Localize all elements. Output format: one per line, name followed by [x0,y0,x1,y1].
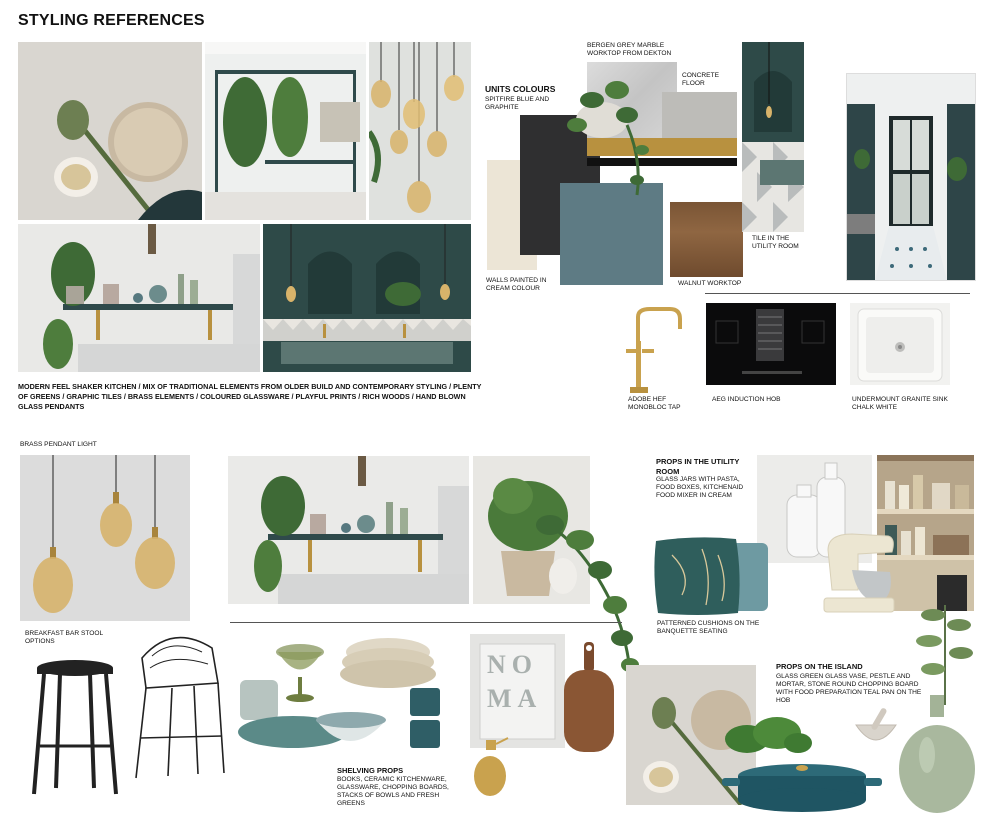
sink-label: UNDERMOUNT GRANITE SINK CHALK WHITE [852,396,948,411]
photo-brass-tap [620,303,692,395]
swatch-teal-tile [742,42,804,232]
photo-brass-mister [468,736,510,800]
photo-teal-pan [722,758,882,820]
design-description: MODERN FEEL SHAKER KITCHEN / MIX OF TRADITIONAL ELEMENTS FROM OLDER BUILD AND CONTEMPORARY STYLING / PLENTY OF GREENS / GRAPHIC TILES / BRASS ELEMENTS / COLOURED GLASSWARE / PLAYFUL PRINTS / RICH WOODS / HAND BLOWN GLASS PENDANTS [18,382,482,411]
photo-hanging-plant-rack [205,42,366,220]
hob-label: AEG INDUCTION HOB [712,396,781,403]
photo-chopping-board [560,642,618,754]
units-colours-sub: SPITFIRE BLUE AND GRAPHITE [485,96,550,111]
photo-granite-sink [850,303,950,385]
photo-kitchen-corridor [846,73,976,281]
pendant-label: BRASS PENDANT LIGHT [20,441,97,448]
walls-label: WALLS PAINTED IN CREAM COLOUR [486,277,547,292]
shelving-props-sub: BOOKS, CERAMIC KITCHENWARE, GLASSWARE, CHOPPING BOARDS, STACKS OF BOWLS AND FRESH GREENS [337,776,449,807]
marble-label: BERGEN GREY MARBLE WORKTOP FROM DEKTON [587,42,672,57]
book-letters-bottom: MA [487,684,543,713]
utility-props-sub: GLASS JARS WITH PASTA, FOOD BOXES, KITCHENAID FOOD MIXER IN CREAM [656,476,744,499]
photo-green-glass-vase [897,695,977,815]
tile-label: TILE IN THE UTILITY ROOM [752,235,799,250]
photo-kitchenaid-mixer [818,530,900,615]
swatch-walnut [670,202,743,277]
photo-pestle-mortar [852,705,900,755]
utility-props-title: PROPS IN THE UTILITY ROOM [656,457,740,476]
photo-shelf-lower [228,456,469,604]
concrete-label: CONCRETE FLOOR [682,72,719,87]
photo-teal-cushions [652,535,772,617]
photo-glass-pendants [369,42,471,220]
photo-wire-stool [132,628,226,780]
photo-teal-arch-sink [263,224,471,372]
shelving-props-title: SHELVING PROPS [337,766,404,775]
stool-label: BREAKFAST BAR STOOL OPTIONS [25,630,103,645]
divider-fixtures [705,293,970,294]
photo-stone-board-artichoke [18,42,202,220]
page-title: STYLING REFERENCES [18,12,205,29]
photo-induction-hob [706,303,836,385]
island-props-sub: GLASS GREEN GLASS VASE, PESTLE AND MORTAR, STONE ROUND CHOPPING BOARD WITH FOOD PREPARATION TEAL PAN ON THE HOB [776,673,922,704]
units-colours-title: UNITS COLOURS [485,84,556,94]
photo-black-wood-stool [30,656,120,798]
island-props-title: PROPS ON THE ISLAND [776,662,863,671]
photo-brass-pendants [20,455,190,621]
swatch-pothos-plant [562,70,657,200]
photo-spinach [722,715,814,759]
walnut-label: WALNUT WORKTOP [678,280,742,287]
cushions-label: PATTERNED CUSHIONS ON THE BANQUETTE SEATING [657,620,760,635]
tap-label: ADOBE HEF MONOBLOC TAP [628,396,681,411]
book-letters-top: NO [487,650,538,679]
photo-shelving-ceramics [238,632,448,762]
swatch-concrete [662,92,737,142]
divider-lower [230,622,622,623]
photo-brass-shelf [18,224,260,372]
